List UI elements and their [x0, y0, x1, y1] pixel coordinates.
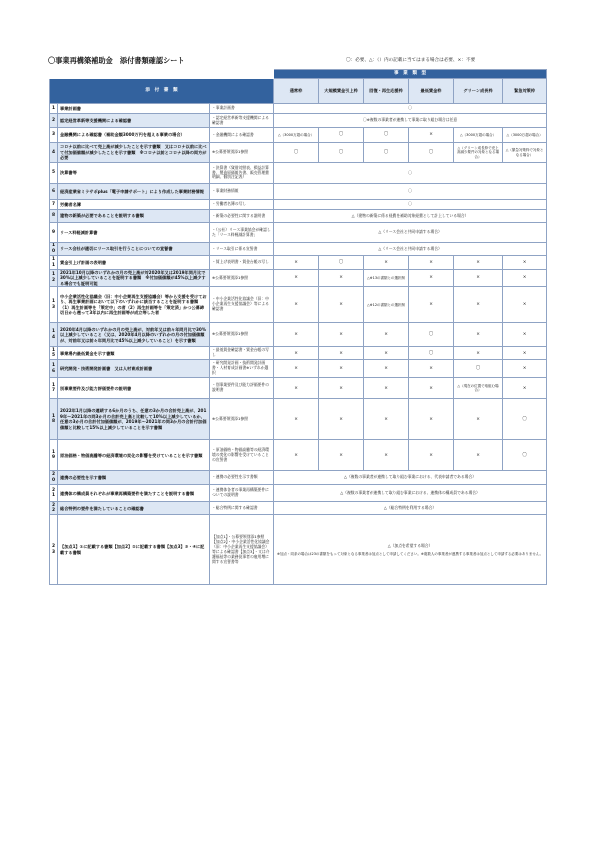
requirement-mark: △（3000万超の場合） — [274, 128, 319, 143]
row-number: 19 — [50, 440, 58, 471]
table-row — [50, 223, 547, 243]
requirement-item: 経済産業省ミラサポplus「電子申請サポート」により作成した事業財務情報 — [58, 184, 210, 200]
requirement-mark: 〇 — [503, 440, 547, 471]
table-row — [50, 104, 547, 114]
row-number: 16 — [50, 360, 58, 378]
requirement-note: 〇※複数の事業者が連携して事業に取り組む場合は任意 — [362, 117, 458, 123]
type-header: グリーン成長枠 — [454, 79, 503, 104]
requirement-mark: × — [454, 287, 503, 323]
requirement-mark: × — [274, 399, 319, 440]
requirement-mark: × — [274, 347, 319, 360]
requirement-mark: × — [364, 378, 409, 399]
requirement-mark: × — [409, 256, 454, 270]
requirement-mark: × — [319, 399, 364, 440]
requirement-mark: × — [274, 256, 319, 270]
requirement-note-cell — [274, 114, 547, 128]
requirement-mark: × — [503, 323, 547, 347]
table-row — [50, 200, 547, 210]
requirement-item: 賃金引上げ計画の表明書 — [58, 256, 210, 270]
row-number: 6 — [50, 184, 58, 200]
row-number: 14 — [50, 323, 58, 347]
table-row — [50, 184, 547, 200]
table-row — [50, 287, 547, 323]
document-name: ・金融機関による確認書 — [210, 128, 274, 143]
requirement-mark: 〇 — [319, 143, 364, 163]
requirement-mark: △※12の書類との選択制 — [364, 287, 409, 323]
requirement-mark: × — [409, 399, 454, 440]
requirement-item: 研究開発・技術開発計画書 又は人材育成計画書 — [58, 360, 210, 378]
row-number: 23 — [50, 515, 58, 585]
requirement-item: 総合特例の要件を満たしていることの確認書 — [58, 502, 210, 515]
requirement-item: 労働者名簿 — [58, 200, 210, 210]
requirement-mark: × — [319, 440, 364, 471]
requirement-mark: × — [503, 287, 547, 323]
page-title: 〇事業再構築補助金 添付書類確認シート — [48, 56, 185, 65]
requirement-item: 事業計画書 — [58, 104, 210, 114]
requirement-item: リース料軽減計算書 — [58, 223, 210, 243]
document-name: ・リース取引に係る宣誓書 — [210, 243, 274, 256]
requirement-mark: × — [274, 287, 319, 323]
requirement-mark: × — [503, 347, 547, 360]
type-group-header: 事 業 類 型 — [274, 70, 547, 79]
row-number: 2 — [50, 114, 58, 128]
requirement-mark: 〇 — [409, 347, 454, 360]
requirement-mark: × — [454, 323, 503, 347]
requirement-note: △（総合特例を利用する場合） — [383, 504, 437, 510]
requirement-mark: × — [364, 399, 409, 440]
table-row — [50, 378, 547, 399]
requirement-mark: × — [274, 323, 319, 347]
row-number: 10 — [50, 243, 58, 256]
requirement-mark: 〇 — [364, 128, 409, 143]
document-name: ・別事業要件及び能力評価要件の説明書 — [210, 378, 274, 399]
table-row — [50, 243, 547, 256]
row-number: 3 — [50, 128, 58, 143]
document-name: ・原油価格・物価高騰等の経済環境の変化の影響を受けていることの宣誓書 — [210, 440, 274, 471]
document-name: ・連携体各者の事業再構築要件についての説明書 — [210, 485, 274, 502]
requirement-note: △（リース会社と共同申請する場合） — [378, 229, 442, 235]
requirement-note-cell — [274, 200, 547, 210]
requirement-note-cell — [274, 243, 547, 256]
row-number: 1 — [50, 104, 58, 114]
table-row — [50, 399, 547, 440]
requirement-item: 2022年1月以降の連続する6か月のうち、任意の3か月の合計売上高が、2019年～2021年の同3か月の合計売上高と比較して10%以上減少しているか、任意の3か月の合計付加価値額が、2019年～2021年の同3か月の合計付加価値額と比較して15%以上減少していることを示す書類 — [58, 399, 210, 440]
requirement-mark: △（緊急対策枠で対象となる場合） — [503, 143, 547, 163]
requirement-mark: △（3000万超の場合） — [454, 128, 503, 143]
requirement-note-cell — [274, 502, 547, 515]
requirement-mark: × — [319, 270, 364, 287]
requirement-mark: 〇 — [364, 143, 409, 163]
requirement-mark: 〇 — [409, 323, 454, 347]
requirement-item: 連携の必要性を示す書類 — [58, 471, 210, 485]
table-row — [50, 114, 547, 128]
requirement-mark: × — [454, 347, 503, 360]
row-number: 7 — [50, 200, 58, 210]
table-row — [50, 515, 547, 585]
requirement-note-cell — [274, 485, 547, 502]
table-row — [50, 143, 547, 163]
requirement-subnote: ※加点・同条の場合は23の書類をもって対象となる事業者は加点として申請してください。※複数人の事業者が連携する事業者は加点として申請する必要はありません。 — [277, 551, 544, 556]
requirement-mark: 〇 — [274, 143, 319, 163]
requirement-mark: × — [364, 360, 409, 378]
requirement-note-cell — [274, 184, 547, 200]
requirement-mark: × — [319, 360, 364, 378]
document-name: ・中小企業活性化協議会（旧：中小企業再生支援協議会）等による確認書 — [210, 287, 274, 323]
type-header: 通常枠 — [274, 79, 319, 104]
requirement-mark: × — [409, 287, 454, 323]
document-name: ・事業財務情報 — [210, 184, 274, 200]
requirement-item: 別事業要件及び能力評価要件の説明書 — [58, 378, 210, 399]
requirement-item: 2020年4月以降のいずれかの月の売上高が、対前年又は前々年同月比で30%以上減少していること（又は、2020年4月以降のいずれかの月の付加価値額が、対前年又は前々年同月比で45%以上減少していること）を示す書類 — [58, 323, 210, 347]
requirement-mark: 〇 — [319, 256, 364, 270]
legend-text: 〇：必要、△：（）内の記載に当てはまる場合は必要、×：不要 — [346, 58, 476, 63]
table-row — [50, 502, 547, 515]
requirement-note: △（建物の新築に係る経費を補助対象経費として計上している場合） — [351, 212, 469, 218]
requirement-mark: × — [319, 347, 364, 360]
table-row — [50, 163, 547, 184]
requirement-mark: × — [364, 440, 409, 471]
requirement-mark: × — [274, 378, 319, 399]
requirement-mark: × — [409, 270, 454, 287]
row-number: 15 — [50, 347, 58, 360]
requirement-mark: 〇 — [503, 399, 547, 440]
requirement-mark: △（現在の位置で取組む場合） — [454, 378, 503, 399]
requirement-note-cell — [274, 223, 547, 243]
requirement-note-cell — [274, 104, 547, 114]
document-name: ・新築の必要性に関する説明書 — [210, 210, 274, 223]
type-header: 緊急対策枠 — [503, 79, 547, 104]
requirement-mark: 〇 — [409, 143, 454, 163]
requirement-mark: × — [274, 440, 319, 471]
document-name: ・研究開発計画・技術開発計画書・人材育成計画書※いずれか選択 — [210, 360, 274, 378]
requirement-mark: × — [454, 270, 503, 287]
requirement-item: 連携体の構成員それぞれが事業再構築要件を満たすことを説明する書類 — [58, 485, 210, 502]
document-name: 【加点1】・公募要領別添1参照【加点2】・中小企業活性化協議会（旧：中小企業再生支援協議会）等による確認書【加点3】・又は介護福祉等の業務従事者の雇用増に関する宣誓書等 — [210, 515, 274, 585]
table-row — [50, 360, 547, 378]
row-number: 5 — [50, 163, 58, 184]
table-row — [50, 256, 547, 270]
document-name: ※公募要領別添1参照 — [210, 143, 274, 163]
requirement-mark: △（グリーン成長枠で売上高減少要件の対象となる場合） — [454, 143, 503, 163]
requirement-note-cell — [274, 210, 547, 223]
row-number: 8 — [50, 210, 58, 223]
document-name: ・最低賃金確認書・賃金台帳の写し — [210, 347, 274, 360]
requirement-note: △（複数の事業者が連携して取り組む事業における、連携体の構成員である場合） — [340, 489, 480, 495]
table-row — [50, 347, 547, 360]
requirement-mark: × — [409, 360, 454, 378]
requirement-note: 〇 — [408, 188, 412, 194]
row-number: 21 — [50, 485, 58, 502]
requirement-note: 〇 — [408, 169, 412, 175]
requirement-mark: △※13の書類との選択制 — [364, 270, 409, 287]
requirement-item: 2021年10月以降のいずれかの月の売上高が対2020年又は2019年同月比で30%以上減少していることを証明する書類 ※付加価値額が45%以上減少する場合でも証明可能 — [58, 270, 210, 287]
table-row — [50, 128, 547, 143]
requirement-mark: × — [319, 323, 364, 347]
row-number: 12 — [50, 270, 58, 287]
requirement-mark: 〇 — [319, 128, 364, 143]
requirement-mark: × — [409, 440, 454, 471]
requirement-mark: × — [274, 360, 319, 378]
requirement-note: 〇 — [408, 105, 412, 111]
document-name: ・総合特例に関する確認書 — [210, 502, 274, 515]
requirement-mark: × — [319, 378, 364, 399]
requirement-item: 事業場内最低賃金を示す書類 — [58, 347, 210, 360]
document-name: ・労働者名簿の写し — [210, 200, 274, 210]
requirement-note-cell — [274, 515, 547, 585]
document-name: ※公募要領別添1参照 — [210, 399, 274, 440]
checklist-table — [49, 69, 547, 585]
table-row — [50, 210, 547, 223]
requirement-item: コロナ以前に比べて売上高が減少したことを示す書類 又はコロナ以前に比べて付加価値額が減少したことを示す書類 ※コロナ以前とコロナ以降の両方が必要 — [58, 143, 210, 163]
requirement-item: 中小企業活性化協議会（旧：中小企業再生支援協議会）等から支援を受けており、再生事業計画において以下のいずれかに該当することを証明する書類（1）再生計画等を「策定中」の者（2）再生計画等を「策定済」かつ公募締切日から遡って3年以内に再生計画等が成立等した者 — [58, 287, 210, 323]
requirement-mark: × — [454, 399, 503, 440]
document-name: ・連携の必要性を示す書類 — [210, 471, 274, 485]
requirement-mark: × — [364, 347, 409, 360]
requirement-item: 建物の新築が必要であることを説明する書類 — [58, 210, 210, 223]
type-header: 回復・再生応援枠 — [364, 79, 409, 104]
requirement-mark: × — [503, 270, 547, 287]
requirement-item: 認定経営革新等支援機関による確認書 — [58, 114, 210, 128]
requirement-note: △（複数の事業者が連携して取り組む事業における、代表申請者である場合） — [344, 474, 477, 480]
document-name: ・賃上げ表明書・賃金台帳の写し — [210, 256, 274, 270]
requirement-item: 金融機関による確認書（補助金額3000万円を超える事業の場合） — [58, 128, 210, 143]
requirement-mark: × — [409, 128, 454, 143]
row-number: 13 — [50, 287, 58, 323]
document-name: ・決算書（貸借対照表、損益計算書、製造原価報告書、販売管理費明細、個別注記表） — [210, 163, 274, 184]
requirement-item: 原油価格・物価高騰等の経済環境の変化の影響を受けていることを示す書類 — [58, 440, 210, 471]
document-name: ※公募要領別添1参照 — [210, 323, 274, 347]
type-header: 最低賃金枠 — [409, 79, 454, 104]
requirement-mark: × — [503, 256, 547, 270]
requirement-note-cell — [274, 471, 547, 485]
requirement-mark: × — [409, 378, 454, 399]
document-name: ・（公社）リース事業協会が確認した「リース料軽減計算書」 — [210, 223, 274, 243]
documents-header: 添 付 書 類 — [50, 79, 274, 104]
requirement-note-cell — [274, 163, 547, 184]
table-row — [50, 323, 547, 347]
document-name: ・認定経営革新等支援機関による確認書 — [210, 114, 274, 128]
document-name: ※公募要領別添1参照 — [210, 270, 274, 287]
table-row — [50, 485, 547, 502]
requirement-mark: × — [454, 440, 503, 471]
requirement-item: リース会社が適切にリース取引を行うことについての宣誓書 — [58, 243, 210, 256]
requirement-mark: × — [274, 270, 319, 287]
row-number: 4 — [50, 143, 58, 163]
table-row — [50, 440, 547, 471]
requirement-mark: × — [454, 256, 503, 270]
document-name: ・事業計画書 — [210, 104, 274, 114]
row-number: 22 — [50, 502, 58, 515]
requirement-note: △（リース会社と共同申請する場合） — [378, 245, 442, 251]
row-number: 18 — [50, 399, 58, 440]
requirement-mark: △（3000万超の場合） — [503, 128, 547, 143]
requirement-mark: × — [364, 256, 409, 270]
requirement-mark: × — [364, 323, 409, 347]
requirement-item: 決算書等 — [58, 163, 210, 184]
row-number: 17 — [50, 378, 58, 399]
table-row — [50, 471, 547, 485]
type-header: 大規模賃金引上枠 — [319, 79, 364, 104]
requirement-mark: × — [503, 378, 547, 399]
requirement-note: 〇 — [408, 201, 412, 207]
row-number: 9 — [50, 223, 58, 243]
requirement-mark: 〇 — [454, 360, 503, 378]
requirement-mark: × — [319, 287, 364, 323]
row-number: 11 — [50, 256, 58, 270]
row-number: 20 — [50, 471, 58, 485]
header-blank — [50, 70, 274, 79]
table-row — [50, 270, 547, 287]
requirement-item: 【加点1】①に記載する書類【加点2】②に記載する書類【加点3】③・④に記載する書類 — [58, 515, 210, 585]
requirement-mark: × — [503, 360, 547, 378]
requirement-note: △（加点を希望する場合） — [387, 542, 433, 548]
